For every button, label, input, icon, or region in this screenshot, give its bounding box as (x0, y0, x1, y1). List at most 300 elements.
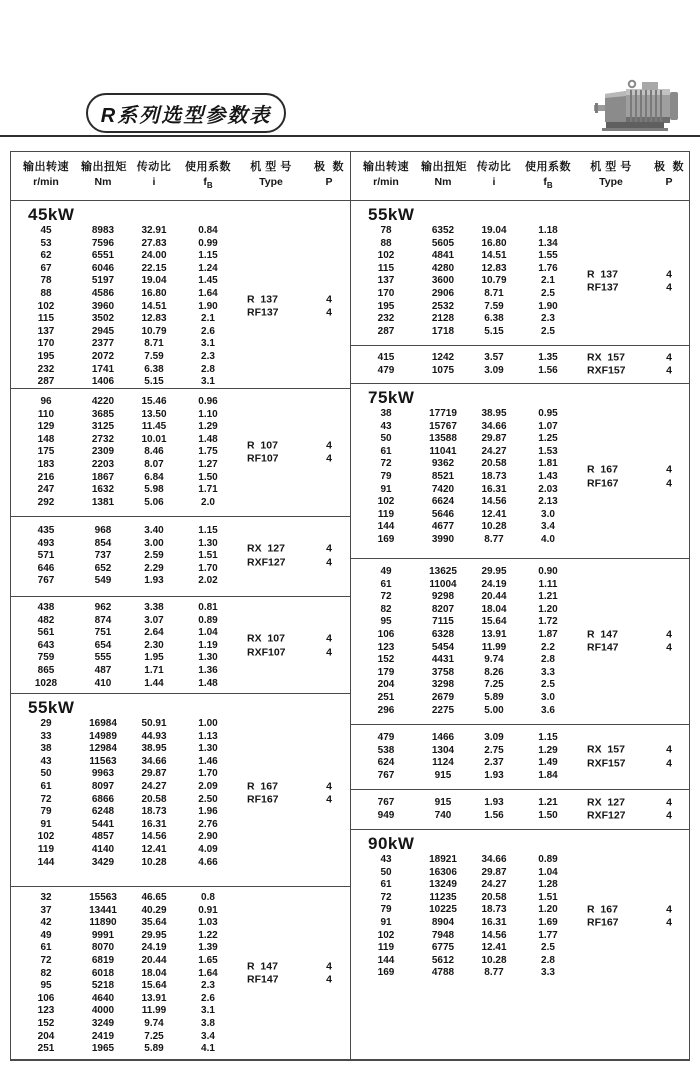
torque-cell: 4431 (431, 654, 455, 666)
speed-cell: 415 (377, 352, 395, 363)
table-row (351, 326, 689, 339)
torque-cell: 6819 (91, 954, 115, 966)
torque-cell: 3502 (91, 313, 115, 325)
speed-cell: 91 (380, 483, 392, 495)
speed-cell: 50 (380, 866, 392, 878)
ratio-cell: 18.04 (481, 603, 507, 615)
torque-cell: 740 (434, 809, 452, 821)
poles-value: 4 (666, 757, 672, 770)
speed-cell: 62 (40, 250, 52, 262)
ratio-cell: 12.83 (141, 313, 167, 325)
service-factor-cell: 1.30 (198, 743, 218, 755)
table-row (351, 496, 689, 509)
speed-cell: 110 (37, 408, 55, 420)
torque-cell: 18921 (429, 854, 457, 865)
speed-cell: 232 (377, 313, 395, 325)
ratio-cell: 15.64 (141, 980, 167, 992)
ratio-cell: 9.74 (144, 1017, 164, 1029)
service-factor-cell: 2.5 (541, 679, 555, 691)
type-labels (573, 744, 649, 771)
speed-cell: 79 (380, 904, 392, 916)
ratio-cell: 13.50 (141, 408, 167, 420)
service-factor-cell: 2.8 (541, 654, 555, 666)
table-row (11, 806, 350, 819)
torque-cell: 1304 (431, 744, 455, 756)
torque-cell: 4841 (431, 250, 455, 262)
type-poles-group (573, 903, 689, 930)
torque-cell: 1867 (91, 471, 115, 483)
service-factor-cell: 1.69 (538, 916, 558, 928)
service-factor-cell: 1.65 (198, 954, 218, 966)
speed-cell: 479 (377, 364, 395, 376)
ratio-cell: 6.38 (144, 363, 164, 375)
ratio-cell: 11.99 (141, 1005, 167, 1017)
ratio-cell: 29.87 (481, 433, 507, 445)
torque-cell: 9991 (91, 929, 115, 941)
torque-cell: 2128 (431, 313, 455, 325)
speed-cell: 106 (37, 992, 55, 1004)
type-label: RF147 (247, 973, 279, 986)
torque-cell: 12984 (89, 743, 117, 755)
parameter-table (10, 151, 690, 1061)
poles-value: 4 (326, 973, 332, 986)
ratio-cell: 10.28 (481, 521, 507, 533)
torque-cell: 13588 (429, 433, 457, 445)
table-row (11, 497, 350, 510)
parameter-block (11, 887, 350, 1059)
speed-cell: 38 (380, 408, 392, 419)
type-label: RX 127 (247, 542, 285, 555)
ratio-cell: 13.91 (481, 628, 507, 640)
service-factor-cell: 1.10 (198, 408, 218, 420)
speed-cell: 148 (37, 433, 55, 445)
ratio-cell: 11.45 (141, 421, 167, 433)
type-poles-group (573, 796, 689, 823)
torque-cell: 5441 (91, 818, 115, 830)
type-poles-group (233, 633, 349, 660)
torque-cell: 13249 (429, 879, 457, 891)
poles-labels (309, 960, 349, 987)
speed-cell: 38 (40, 743, 52, 755)
ratio-cell: 10.79 (141, 325, 167, 337)
speed-cell: 296 (377, 704, 395, 716)
header-ratio: 传动比 i (136, 161, 172, 189)
service-factor-cell: 1.29 (198, 421, 218, 433)
table-row (351, 854, 689, 867)
ratio-cell: 34.66 (481, 420, 507, 432)
ratio-cell: 8.71 (484, 287, 504, 299)
type-label: RXF127 (247, 556, 286, 569)
ratio-cell: 7.59 (484, 300, 504, 312)
speed-cell: 152 (377, 654, 395, 666)
poles-labels (649, 351, 689, 378)
service-factor-cell: 1.04 (538, 866, 558, 878)
poles-value: 4 (666, 916, 672, 929)
ratio-cell: 1.93 (484, 797, 504, 808)
speed-cell: 72 (380, 458, 392, 470)
type-label: RXF157 (587, 364, 626, 377)
type-labels (233, 543, 309, 570)
table-row (351, 313, 689, 326)
speed-cell: 175 (37, 446, 55, 458)
service-factor-cell: 2.3 (201, 350, 215, 362)
speed-cell: 1028 (34, 677, 58, 689)
torque-cell: 915 (434, 769, 452, 781)
service-factor-cell: 3.3 (541, 967, 555, 979)
torque-cell: 1718 (431, 325, 455, 337)
ratio-cell: 2.64 (144, 627, 164, 639)
table-row (351, 225, 689, 238)
torque-cell: 8207 (431, 603, 455, 615)
torque-cell: 555 (94, 652, 112, 664)
service-factor-cell: 1.15 (198, 525, 218, 536)
speed-cell: 865 (37, 664, 55, 676)
rows-group (11, 225, 350, 389)
service-factor-cell: 1.51 (538, 891, 558, 903)
torque-cell: 6866 (91, 793, 115, 805)
ratio-cell: 14.56 (481, 929, 507, 941)
service-factor-cell: 2.13 (538, 496, 558, 508)
ratio-cell: 3.57 (484, 352, 504, 363)
service-factor-cell: 0.81 (198, 602, 218, 613)
torque-cell: 15563 (89, 892, 117, 903)
service-factor-cell: 1.72 (538, 616, 558, 628)
service-factor-cell: 0.8 (201, 892, 215, 903)
type-label: RXF127 (587, 809, 626, 822)
ratio-cell: 16.80 (481, 237, 507, 249)
poles-value: 4 (326, 306, 332, 319)
type-label: RF167 (587, 477, 619, 490)
service-factor-cell: 4.66 (198, 856, 218, 868)
speed-cell: 102 (37, 831, 55, 843)
torque-cell: 1242 (431, 352, 455, 363)
service-factor-cell: 2.0 (201, 496, 215, 508)
ratio-cell: 10.01 (141, 433, 167, 445)
table-row (11, 250, 350, 263)
poles-value: 4 (666, 477, 672, 490)
table-row (351, 867, 689, 880)
speed-cell: 49 (40, 929, 52, 941)
speed-cell: 624 (377, 757, 395, 769)
speed-cell: 79 (40, 806, 52, 818)
speed-cell: 72 (40, 793, 52, 805)
table-row (11, 917, 350, 930)
type-label: RXF157 (587, 757, 626, 770)
service-factor-cell: 2.3 (201, 980, 215, 992)
header-service-factor: 使用系数 $f_B$ (185, 161, 231, 191)
table-row (11, 857, 350, 870)
torque-cell: 6775 (431, 942, 455, 954)
torque-cell: 14989 (89, 730, 117, 742)
power-rating-label: 90kW (368, 834, 415, 853)
ratio-cell: 7.25 (484, 679, 504, 691)
ratio-cell: 15.46 (141, 396, 167, 407)
poles-value: 4 (666, 351, 672, 364)
torque-cell: 7948 (431, 929, 455, 941)
torque-cell: 5605 (431, 237, 455, 249)
speed-cell: 144 (377, 954, 395, 966)
torque-cell: 8097 (91, 780, 115, 792)
table-row (351, 238, 689, 251)
service-factor-cell: 1.90 (198, 300, 218, 312)
power-rating-label: 55kW (28, 698, 75, 717)
speed-cell: 538 (377, 744, 395, 756)
speed-cell: 179 (377, 666, 395, 678)
speed-cell: 115 (37, 313, 55, 325)
table-row (351, 654, 689, 667)
poles-value: 4 (326, 452, 332, 465)
service-factor-cell: 1.84 (538, 769, 558, 781)
poles-labels (309, 293, 349, 320)
table-row (11, 718, 350, 731)
table-row (351, 433, 689, 446)
table-row (351, 705, 689, 718)
ratio-cell: 50.91 (141, 718, 167, 729)
service-factor-cell: 1.36 (198, 664, 218, 676)
torque-cell: 3249 (91, 1017, 115, 1029)
table-row (351, 879, 689, 892)
power-rating-label: 75kW (368, 388, 415, 407)
speed-cell: 82 (380, 603, 392, 615)
torque-cell: 2532 (431, 300, 455, 312)
torque-cell: 7420 (431, 483, 455, 495)
type-labels (233, 439, 309, 466)
type-label: RX 127 (587, 796, 625, 809)
ratio-cell: 29.87 (141, 768, 167, 780)
torque-cell: 2275 (431, 704, 455, 716)
table-row (11, 731, 350, 744)
torque-cell: 654 (94, 639, 112, 651)
table-row (11, 743, 350, 756)
table-row (11, 364, 350, 377)
ratio-cell: 5.15 (484, 325, 504, 337)
torque-cell: 6328 (431, 628, 455, 640)
ratio-cell: 20.44 (481, 591, 507, 603)
torque-cell: 3685 (91, 408, 115, 420)
service-factor-cell: 2.5 (541, 287, 555, 299)
service-factor-cell: 2.1 (201, 313, 215, 325)
ratio-cell: 10.28 (481, 954, 507, 966)
speed-cell: 129 (37, 421, 55, 433)
service-factor-cell: 0.84 (198, 225, 218, 236)
ratio-cell: 18.73 (481, 470, 507, 482)
speed-cell: 43 (40, 755, 52, 767)
torque-cell: 4640 (91, 992, 115, 1004)
speed-cell: 91 (40, 818, 52, 830)
table-row (11, 615, 350, 628)
ratio-cell: 3.07 (144, 614, 164, 626)
ratio-cell: 16.31 (141, 818, 167, 830)
ratio-cell: 5.00 (484, 704, 504, 716)
service-factor-cell: 1.30 (198, 537, 218, 549)
table-row (351, 679, 689, 692)
ratio-cell: 8.71 (144, 338, 164, 350)
torque-cell: 4000 (91, 1005, 115, 1017)
type-labels (233, 633, 309, 660)
rows-group (351, 408, 689, 547)
ratio-cell: 12.41 (141, 843, 167, 855)
ratio-cell: 20.58 (481, 458, 507, 470)
ratio-cell: 3.09 (484, 364, 504, 376)
poles-labels (309, 633, 349, 660)
poles-value: 4 (666, 796, 672, 809)
ratio-cell: 20.58 (141, 793, 167, 805)
table-column-right (351, 152, 689, 1059)
rows-group (351, 566, 689, 717)
type-poles-group (233, 960, 349, 987)
service-factor-cell: 3.3 (541, 666, 555, 678)
service-factor-cell: 1.55 (538, 250, 558, 262)
torque-cell: 8521 (431, 470, 455, 482)
type-poles-group (573, 351, 689, 378)
service-factor-cell: 1.48 (198, 677, 218, 689)
service-factor-cell: 2.09 (198, 780, 218, 792)
service-factor-cell: 4.0 (541, 533, 555, 545)
poles-value: 4 (666, 641, 672, 654)
service-factor-cell: 2.5 (541, 325, 555, 337)
type-poles-group (573, 744, 689, 771)
poles-value: 4 (666, 743, 672, 756)
header-output-torque: 输出扭矩 Nm (421, 161, 467, 189)
torque-cell: 11004 (429, 578, 457, 590)
torque-cell: 11041 (429, 445, 457, 457)
torque-cell: 6248 (91, 806, 115, 818)
ratio-cell: 38.95 (481, 408, 507, 419)
poles-labels (649, 464, 689, 491)
service-factor-cell: 4.09 (198, 843, 218, 855)
poles-value: 4 (666, 903, 672, 916)
speed-cell: 493 (37, 537, 55, 549)
ratio-cell: 2.59 (144, 550, 164, 562)
service-factor-cell: 1.30 (198, 652, 218, 664)
speed-cell: 96 (40, 396, 52, 407)
service-factor-cell: 1.21 (538, 797, 558, 808)
speed-cell: 170 (37, 338, 55, 350)
service-factor-cell: 1.87 (538, 628, 558, 640)
ratio-cell: 10.28 (141, 856, 167, 868)
ratio-cell: 1.44 (144, 677, 164, 689)
table-row (11, 484, 350, 497)
type-poles-group (233, 293, 349, 320)
speed-cell: 50 (40, 768, 52, 780)
parameter-block (351, 830, 689, 1059)
torque-cell: 11235 (429, 891, 457, 903)
table-row (11, 819, 350, 832)
speed-cell: 571 (37, 550, 55, 562)
type-label: RF137 (587, 281, 619, 294)
torque-cell: 8904 (431, 916, 455, 928)
table-row (351, 421, 689, 434)
service-factor-cell: 1.03 (198, 917, 218, 929)
rows-group (351, 352, 689, 377)
ratio-cell: 24.27 (481, 445, 507, 457)
speed-cell: 72 (40, 954, 52, 966)
speed-cell: 247 (37, 484, 55, 496)
table-row (351, 604, 689, 617)
torque-cell: 3600 (431, 275, 455, 287)
service-factor-cell: 1.15 (538, 732, 558, 743)
ratio-cell: 27.83 (141, 237, 167, 249)
header-poles: 极 数 P (653, 161, 685, 189)
service-factor-cell: 1.19 (198, 639, 218, 651)
ratio-cell: 20.44 (141, 954, 167, 966)
speed-cell: 251 (37, 1043, 55, 1055)
torque-cell: 4280 (431, 262, 455, 274)
service-factor-cell: 0.99 (198, 237, 218, 249)
speed-cell: 106 (377, 628, 395, 640)
ratio-cell: 19.04 (481, 225, 507, 236)
ratio-cell: 12.41 (481, 508, 507, 520)
speed-cell: 61 (40, 780, 52, 792)
service-factor-cell: 2.76 (198, 818, 218, 830)
torque-cell: 1741 (91, 363, 115, 375)
type-label: R 137 (587, 268, 618, 281)
torque-cell: 5197 (91, 275, 115, 287)
speed-cell: 102 (377, 496, 395, 508)
table-row (11, 1005, 350, 1018)
speed-cell: 50 (380, 433, 392, 445)
service-factor-cell: 1.04 (198, 627, 218, 639)
table-row (11, 844, 350, 857)
torque-cell: 7596 (91, 237, 115, 249)
ratio-cell: 24.00 (141, 250, 167, 262)
service-factor-cell: 1.24 (198, 262, 218, 274)
ratio-cell: 19.04 (141, 275, 167, 287)
parameter-block (351, 346, 689, 384)
parameter-block (351, 201, 689, 346)
speed-cell: 33 (40, 730, 52, 742)
service-factor-cell: 1.77 (538, 929, 558, 941)
speed-cell: 72 (380, 891, 392, 903)
type-label: RF137 (247, 306, 279, 319)
table-row (11, 263, 350, 276)
poles-value: 4 (666, 628, 672, 641)
poles-value: 4 (326, 632, 332, 645)
ratio-cell: 5.98 (144, 484, 164, 496)
torque-cell: 17719 (429, 408, 457, 419)
speed-cell: 79 (380, 470, 392, 482)
parameter-block (11, 201, 350, 389)
speed-cell: 287 (37, 376, 55, 388)
service-factor-cell: 3.1 (201, 1005, 215, 1017)
table-row (11, 338, 350, 351)
service-factor-cell: 1.81 (538, 458, 558, 470)
rows-group (11, 602, 350, 690)
torque-cell: 968 (94, 525, 112, 536)
torque-cell: 4586 (91, 287, 115, 299)
service-factor-cell: 1.18 (538, 225, 558, 236)
rows-group (351, 732, 689, 782)
poles-value: 4 (326, 439, 332, 452)
table-column-left (11, 152, 351, 1059)
speed-cell: 78 (380, 225, 392, 236)
speed-cell: 95 (380, 616, 392, 628)
speed-cell: 88 (40, 287, 52, 299)
ratio-cell: 10.79 (481, 275, 507, 287)
speed-cell: 137 (37, 325, 55, 337)
ratio-cell: 12.83 (481, 262, 507, 274)
poles-labels (309, 780, 349, 807)
table-row (11, 756, 350, 769)
torque-cell: 6624 (431, 496, 455, 508)
ratio-cell: 34.66 (141, 755, 167, 767)
table-row (351, 942, 689, 955)
speed-cell: 61 (380, 445, 392, 457)
type-poles-group (233, 543, 349, 570)
page-title-box (86, 93, 286, 133)
ratio-cell: 20.58 (481, 891, 507, 903)
service-factor-cell: 1.96 (198, 806, 218, 818)
